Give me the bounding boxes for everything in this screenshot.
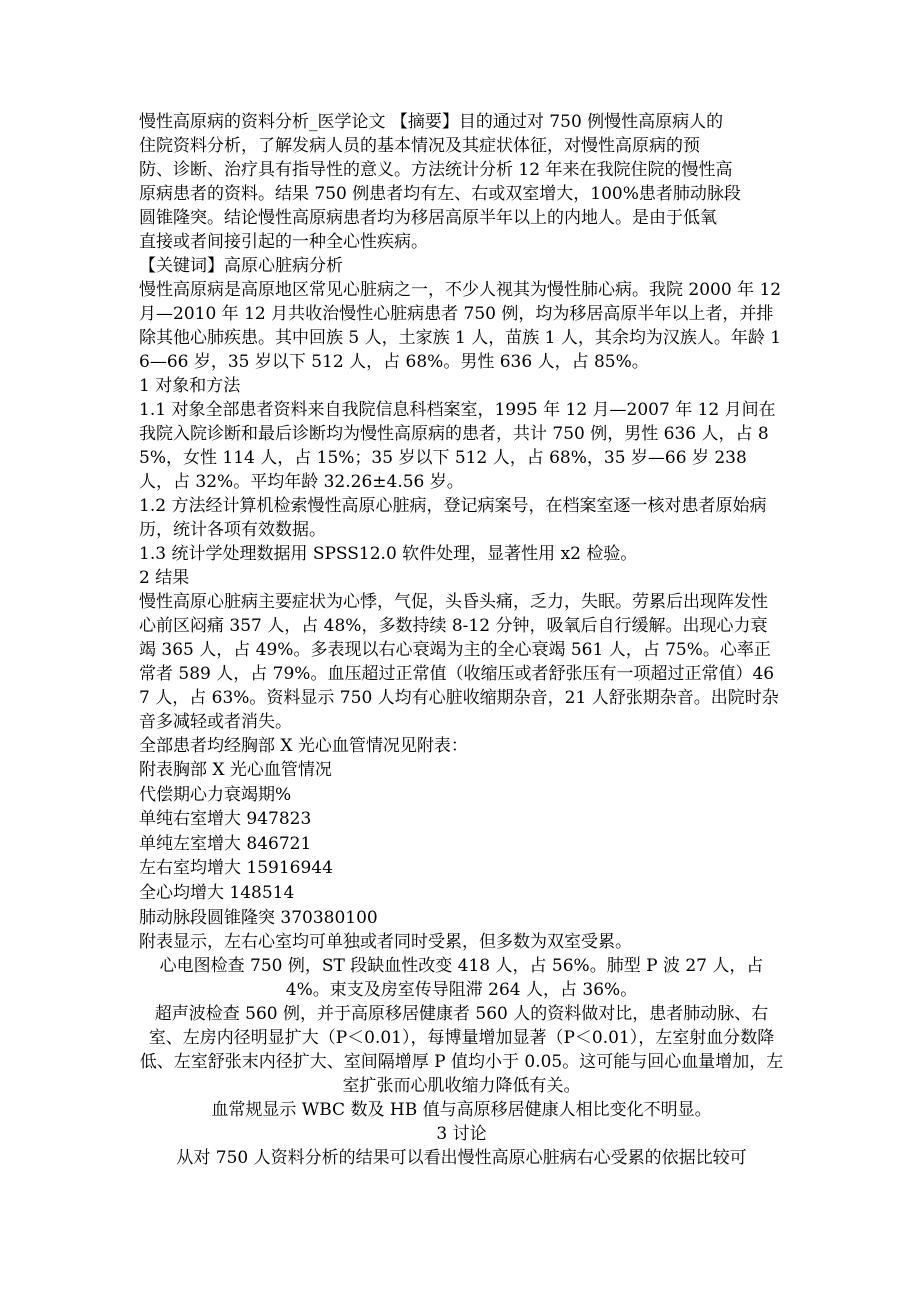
abstract-line: 慢性高原病的资料分析_医学论文 【摘要】目的通过对 750 例慢性高原病人的 (139, 112, 724, 132)
xray-table (139, 758, 784, 930)
abstract-line: 直接或者间接引起的一种全心性疾病。 (139, 232, 428, 252)
table-row: 单纯右室增大 947823 (139, 809, 312, 830)
table-row: 肺动脉段圆锥隆突 370380100 (139, 907, 378, 928)
section-heading-methods: 1 对象和方法 (139, 376, 241, 396)
table-row: 单纯左室增大 846721 (139, 833, 312, 854)
intro-paragraph: 慢性高原病是高原地区常见心脏病之一，不少人视其为慢性肺心病。我院 2000 年 12 月—2010 年 12 月共收治慢性心脏病患者 750 例，均为移居高原半年以上者，并排除其他心肺疾患。其中回族 5 人，土家族 1 人，苗族 1 人，其余均为汉族人。年龄 16—66 岁，35 岁以下 512 人，占 68%。男性 636 人，占 85%。 (139, 280, 782, 372)
table-summary-paragraph: 附表显示，左右心室均可单独或者同时受累，但多数为双室受累。 (139, 932, 632, 953)
section-heading-discussion: 3 讨论 (436, 1124, 487, 1145)
abstract (139, 110, 784, 254)
abstract-line: 原病患者的资料。结果 750 例患者均有左、右或双室增大，100%患者肺动脉段 (139, 184, 741, 204)
blood-routine-paragraph: 血常规显示 WBC 数及 HB 值与高原移居健康人相比变化不明显。 (211, 1100, 712, 1121)
results-xray-intro: 全部患者均经胸部 X 光心血管情况见附表： (139, 736, 468, 756)
abstract-line: 圆锥隆突。结论慢性高原病患者均为移居高原半年以上的内地人。是由于低氧 (139, 208, 717, 228)
table-row: 左右室均增大 15916944 (139, 858, 333, 879)
methods-statistics-paragraph: 1.3 统计学处理数据用 SPSS12.0 软件处理，显著性用 x2 检验。 (139, 544, 638, 564)
table-title: 附表胸部 X 光心血管情况 (139, 760, 332, 780)
keywords: 【关键词】高原心脏病分析 (139, 256, 343, 276)
methods-subjects-paragraph: 1.1 对象全部患者资料来自我院信息科档案室，1995 年 12 月—2007 年 12 月间在我院入院诊断和最后诊断均为慢性高原病的患者，共计 750 例，男性 636 人，占 85%，女性 114 人，占 15%；35 岁以下 512 人，占 68%，35 岁—66 岁 238 人，占 32%。平均年龄 32.26±4.56 岁。 (139, 400, 776, 492)
table-header: 代偿期心力衰竭期% (139, 784, 292, 805)
document-body (139, 110, 784, 1170)
ecg-paragraph: 心电图检查 750 例，ST 段缺血性改变 418 人，占 56%。肺型 P 波 27 人，占 4%。束支及房室传导阻滞 264 人，占 36%。 (159, 956, 764, 1001)
discussion-paragraph: 从对 750 人资料分析的结果可以看出慢性高原心脏病右心受累的依据比较可 (176, 1148, 747, 1169)
abstract-line: 住院资料分析，了解发病人员的基本情况及其症状体征，对慢性高原病的预 (139, 136, 700, 156)
section-heading-results: 2 结果 (139, 568, 190, 588)
methods-approach-paragraph: 1.2 方法经计算机检索慢性高原心脏病，登记病案号，在档案室逐一核对患者原始病历，统计各项有效数据。 (139, 496, 767, 540)
table-row: 全心均增大 148514 (139, 882, 295, 903)
abstract-line: 防、诊断、治疗具有指导性的意义。方法统计分析 12 年来在我院住院的慢性高 (139, 160, 733, 180)
ultrasound-paragraph: 超声波检查 560 例，并于高原移居健康者 560 人的资料做对比，患者肺动脉、右室、左房内径明显扩大（P＜0.01），每博量增加显著（P＜0.01），左室射血分数降低、左室舒张末内径扩大、室间隔增厚 P 值均小于 0.05。这可能与回心血量增加，左室扩张而心肌收缩力降低有关。 (139, 1004, 784, 1097)
results-symptoms-paragraph: 慢性高原心脏病主要症状为心悸，气促，头昏头痛，乏力，失眠。劳累后出现阵发性心前区闷痛 357 人，占 48%，多数持续 8-12 分钟，吸氧后自行缓解。出现心力衰竭 365 人，占 49%。多表现以右心衰竭为主的全心衰竭 561 人，占 75%。心率正常者 589 人，占 79%。血压超过正常值（收缩压或者舒张压有一项超过正常值）467 人，占 63%。资料显示 750 人均有心脏收缩期杂音，21 人舒张期杂音。出院时杂音多减轻或者消失。 (139, 592, 779, 732)
